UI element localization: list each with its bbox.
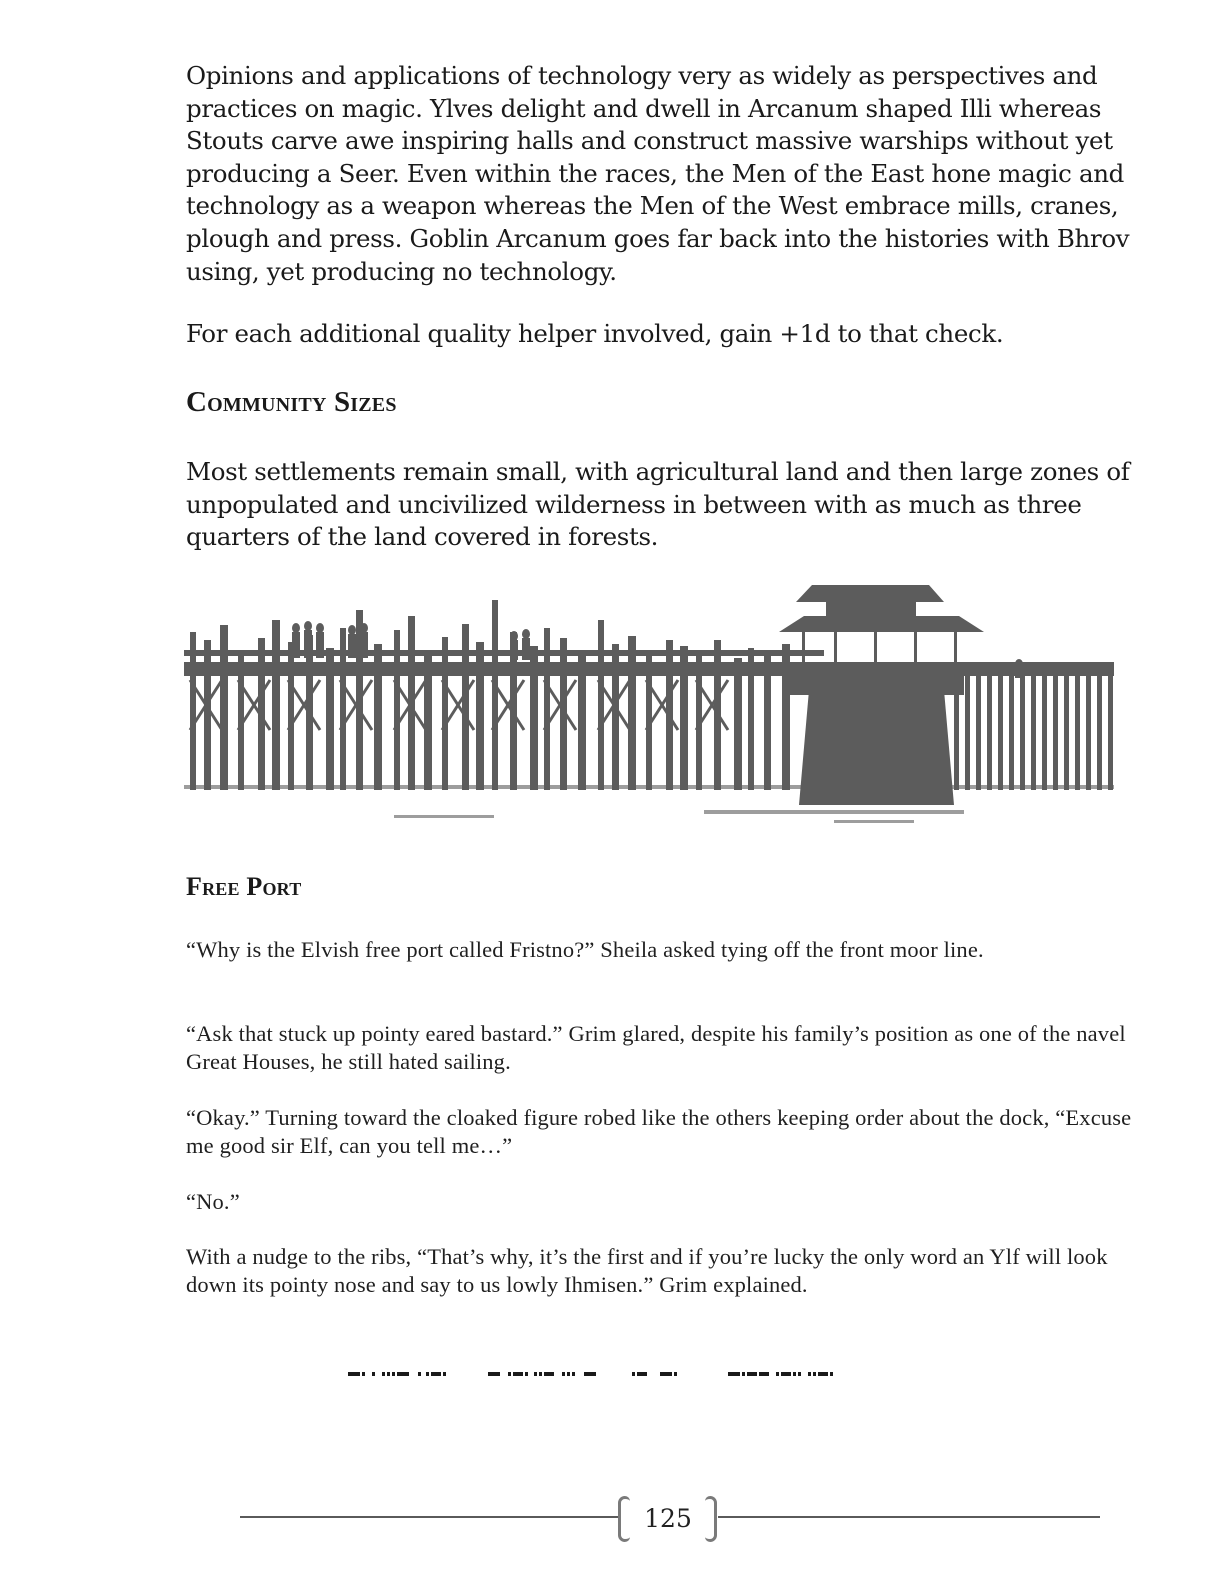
free-port-heading: Free Port — [186, 872, 302, 901]
footer-rule-right — [718, 1516, 1100, 1518]
community-sizes-text: Most settlements remain small, with agricultural land and then large zones of unpopulated and uncivilized wilderness in between with as much as three quarters of the land covered in forests. — [186, 457, 1130, 552]
helper-text: For each additional quality helper involved, gain +1d to that check. — [186, 319, 1004, 348]
story-paragraph-4 — [186, 1188, 1146, 1216]
technology-text: Opinions and applications of technology very as widely as perspectives and practices on magic. Ylves delight and dwell in Arcanum shaped Illi whereas Stouts carve awe inspiring halls and construct massive warships without yet producing a Seer. Even within the races, the Men of the East hone magic and technology as a weapon whereas the Men of the West embrace mills, cranes, plough and press. Goblin Arcanum goes far back into the histories with Bhrov using, yet producing no technology. — [186, 61, 1130, 286]
community-sizes-paragraph — [186, 456, 1146, 554]
story-text-4: “No.” — [186, 1189, 240, 1214]
technology-paragraph — [186, 60, 1146, 288]
story-text-2: “Ask that stuck up pointy eared bastard.” Grim glared, despite his family’s position as one of the navel Great Houses, he still hated sailing. — [186, 1021, 1126, 1074]
story-paragraph-2 — [186, 1020, 1146, 1076]
cipher-glyphs-icon — [348, 1364, 988, 1384]
pier-silhouette-icon — [184, 580, 1114, 840]
story-paragraph-5 — [186, 1243, 1146, 1299]
free-port-heading-block — [186, 872, 1146, 902]
page-number: 125 — [644, 1503, 692, 1533]
cipher-glyphs-svg — [348, 1364, 988, 1384]
pier-silhouette-svg — [184, 580, 1114, 840]
story-text-3: “Okay.” Turning toward the cloaked figure robed like the others keeping order about the dock, “Excuse me good sir Elf, can you tell me…” — [186, 1105, 1132, 1158]
page-number-bracket-right — [705, 1496, 717, 1542]
footer-rule-left — [240, 1516, 618, 1518]
community-sizes-heading: Community Sizes — [186, 386, 397, 418]
story-paragraph-3 — [186, 1104, 1146, 1160]
helper-paragraph — [186, 318, 1146, 351]
story-text-5: With a nudge to the ribs, “That’s why, it’s the first and if you’re lucky the only word an Ylf will look down its pointy nose and say to us lowly Ihmisen.” Grim explained. — [186, 1244, 1108, 1297]
story-paragraph-1 — [186, 936, 1146, 964]
community-sizes-heading-block — [186, 386, 1146, 419]
story-text-1: “Why is the Elvish free port called Fristno?” Sheila asked tying off the front moor line. — [186, 937, 984, 962]
